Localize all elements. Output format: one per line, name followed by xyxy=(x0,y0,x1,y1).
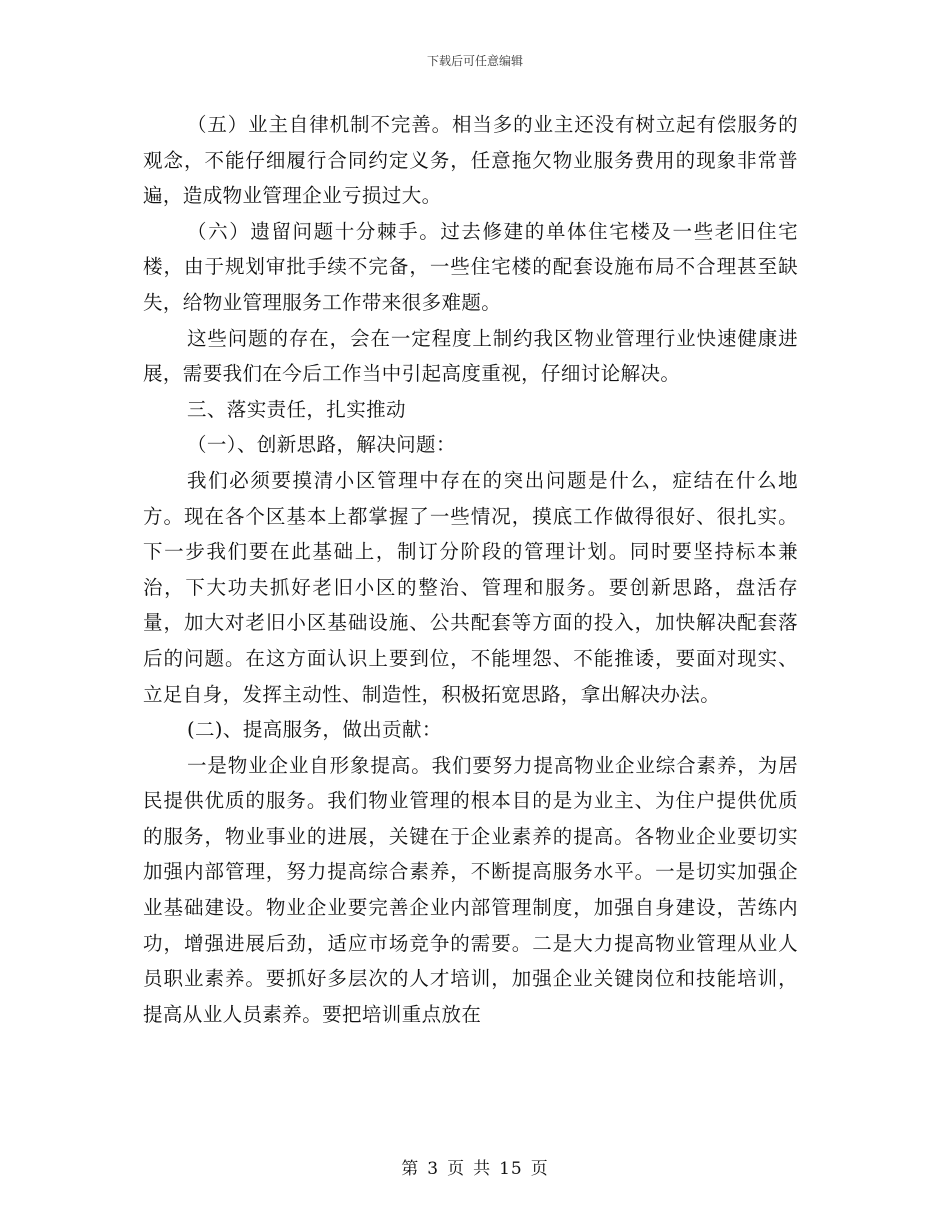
total-label: 页 xyxy=(530,1159,549,1179)
page-label: 页 xyxy=(447,1159,466,1179)
paragraph-six: （六）遗留问题十分棘手。过去修建的单体住宅楼及一些老旧住宅楼，由于规划审批手续不完备，一些住宅楼的配套设施布局不合理甚至缺失，给物业管理服务工作带来很多难题。 xyxy=(143,219,798,314)
subheading-one: （一）、创新思路，解决问题： xyxy=(187,433,456,457)
page-number: 3 xyxy=(427,1159,440,1179)
page-prefix: 第 xyxy=(401,1159,420,1179)
paragraph-five: （五）业主自律机制不完善。相当多的业主还没有树立起有偿服务的观念，不能仔细履行合同约定义务，任意拖欠物业服务费用的现象非常普遍，造成物业管理企业亏损过大。 xyxy=(143,113,798,208)
page-total: 15 xyxy=(499,1159,523,1179)
section-heading-three: 三、落实责任，扎实推动 xyxy=(187,397,406,421)
subheading-two: (二)、提高服务，做出贡献： xyxy=(187,718,442,742)
document-body xyxy=(143,107,798,1032)
paragraph-summary: 这些问题的存在，会在一定程度上制约我区物业管理行业快速健康进展，需要我们在今后工作当中引起高度重视，仔细讨论解决。 xyxy=(143,326,798,386)
page-header: 下载后可任意编辑 xyxy=(426,54,523,68)
page-footer xyxy=(0,1154,950,1179)
paragraph-innovation: 我们必须要摸清小区管理中存在的突出问题是什么，症结在什么地方。现在各个区基本上都掌握了一些情况，摸底工作做得很好、很扎实。下一步我们要在此基础上，制订分阶段的管理计划。同时要坚持标本兼治，下大功夫抓好老旧小区的整治、管理和服务。要创新思路，盘活存量，加大对老旧小区基础设施、公共配套等方面的投入，加快解决配套落后的问题。在这方面认识上要到位，不能埋怨、不能推诿，要面对现实、立足自身，发挥主动性、制造性，积极拓宽思路，拿出解决办法。 xyxy=(143,468,798,706)
paragraph-service: 一是物业企业自形象提高。我们要努力提高物业企业综合素养，为居民提供优质的服务。我们物业管理的根本目的是为业主、为住户提供优质的服务，物业事业的进展，关键在于企业素养的提高。各物业企业要切实加强内部管理，努力提高综合素养，不断提高服务水平。一是切实加强企业基础建设。物业企业要完善企业内部管理制度，加强自身建设，苦练内功，增强进展后劲，适应市场竞争的需要。二是大力提高物业管理从业人员职业素养。要抓好多层次的人才培训，加强企业关键岗位和技能培训，提高从业人员素养。要把培训重点放在 xyxy=(143,753,798,1026)
total-prefix: 共 xyxy=(473,1159,492,1179)
